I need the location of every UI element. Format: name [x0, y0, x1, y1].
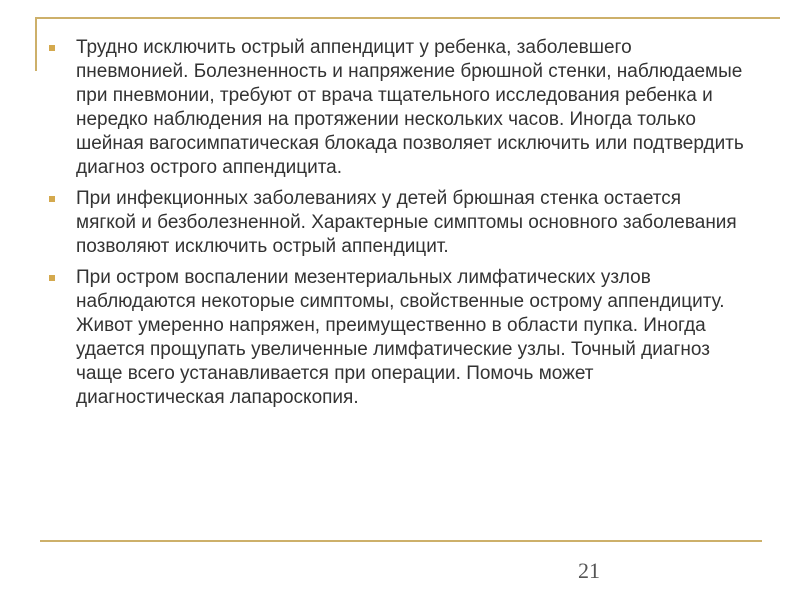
frame-bottom-line	[40, 540, 762, 542]
bullet-list	[46, 36, 746, 417]
bullet-item	[46, 36, 746, 180]
frame-left-line	[35, 17, 37, 71]
bullet-text: При остром воспалении мезентериальных лимфатических узлов наблюдаются некоторые симптомы, свойственные острому аппендициту. Живот умеренно напряжен, преимущественно в области пупка. Иногда удается прощупать увеличенные лимфатические узлы. Точный диагноз чаще всего устанавливается при операции. Помочь может диагностическая лапароскопия.	[76, 267, 725, 408]
frame-top-line	[35, 17, 780, 19]
bullet-item	[46, 266, 746, 410]
page-number: 21	[578, 558, 600, 583]
square-bullet-icon	[49, 196, 55, 202]
square-bullet-icon	[49, 275, 55, 281]
square-bullet-icon	[49, 45, 55, 51]
bullet-item	[46, 187, 746, 259]
bullet-text: При инфекционных заболеваниях у детей брюшная стенка остается мягкой и безболезненной. Характерные симптомы основного заболевания позволяют исключить острый аппендицит.	[76, 188, 737, 257]
bullet-text: Трудно исключить острый аппендицит у ребенка, заболевшего пневмонией. Болезненность и напряжение брюшной стенки, наблюдаемые при пневмонии, требуют от врача тщательного исследования ребенка и нередко наблюдения на протяжении нескольких часов. Иногда только шейная вагосимпатическая блокада позволяет исключить или подтвердить диагноз острого аппендицита.	[76, 37, 744, 178]
